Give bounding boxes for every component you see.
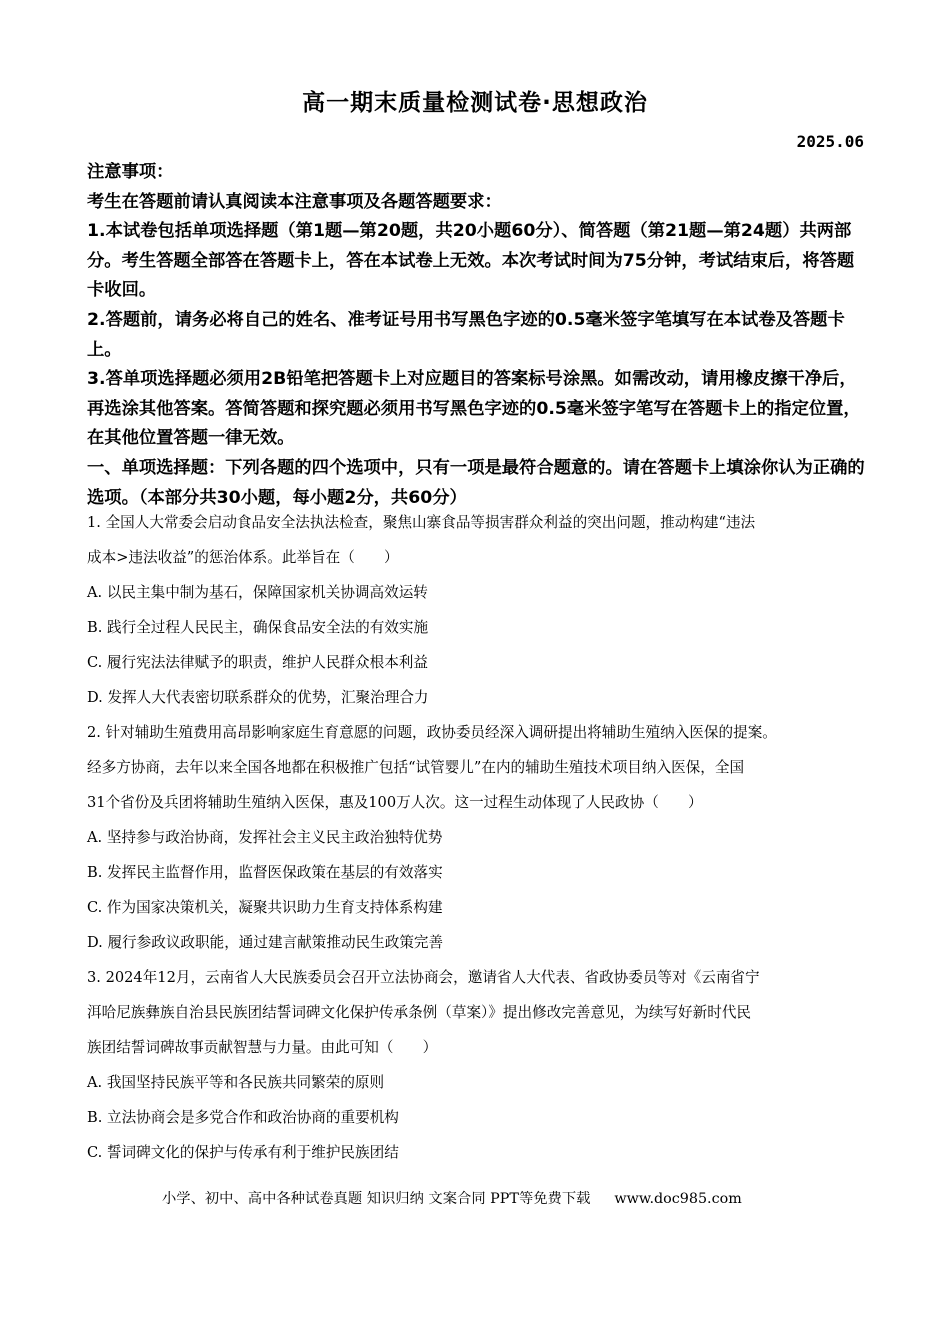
notes-item-1: 1.本试卷包括单项选择题（第1题—第20题，共20小题60分）、简答题（第21题—第24题）共两部分。考生答题全部答在答题卡上，答在本试卷上无效。本次考试时间为75分钟，考试结束后，将答题卡收回。 — [87, 221, 855, 301]
option-a: A. 以民主集中制为基石，保障国家机关协调高效运转 — [87, 584, 428, 601]
question-stem-line: 2. 针对辅助生殖费用高昂影响家庭生育意愿的问题，政协委员经深入调研提出将辅助生殖纳入医保的提案。 — [87, 724, 777, 741]
question-stem-line: 族团结誓词碑故事贡献智慧与力量。由此可知（ ） — [87, 1039, 438, 1056]
notes-item-2: 2.答题前，请务必将自己的姓名、准考证号用书写黑色字迹的0.5毫米签字笔填写在本试卷及答题卡上。 — [87, 309, 845, 360]
notes-intro: 考生在答题前请认真阅读本注意事项及各题答题要求： — [87, 191, 502, 212]
footer-site-link[interactable]: www.doc985.com — [614, 1191, 742, 1207]
notes-item-3: 3.答单项选择题必须用2B铅笔把答题卡上对应题目的答案标号涂黑。如需改动，请用橡皮擦干净后，再选涂其他答案。答简答题和探究题必须用书写黑色字迹的0.5毫米签字笔写在答题卡上的指定位置，在其他位置答题一律无效。 — [87, 369, 861, 449]
footer-text: 小学、初中、高中各种试卷真题 知识归纳 文案合同 PPT等免费下载 — [162, 1191, 591, 1207]
page-footer — [162, 1188, 742, 1208]
notes-heading: 注意事项： — [87, 162, 174, 182]
question-stem-line: 经多方协商，去年以来全国各地都在积极推广包括“试管婴儿”在内的辅助生殖技术项目纳入医保，全国 — [87, 759, 745, 776]
option-c: C. 誓词碑文化的保护与传承有利于维护民族团结 — [87, 1144, 399, 1161]
question-2 — [87, 715, 872, 960]
question-stem-line: 31个省份及兵团将辅助生殖纳入医保，惠及100万人次。这一过程生动体现了人民政协（ ） — [87, 794, 703, 811]
question-stem-line: 1. 全国人大常委会启动食品安全法执法检查，聚焦山寨食品等损害群众利益的突出问题，推动构建“违法 — [87, 514, 756, 531]
option-a: A. 坚持参与政治协商，发挥社会主义民主政治独特优势 — [87, 829, 443, 846]
question-list — [87, 505, 872, 1170]
question-1 — [87, 505, 872, 715]
page-title: 高一期末质量检测试卷·思想政治 — [302, 90, 648, 116]
exam-date: 2025.06 — [796, 132, 864, 151]
option-d: D. 发挥人大代表密切联系群众的优势，汇聚治理合力 — [87, 689, 429, 706]
question-3 — [87, 960, 872, 1170]
option-b: B. 立法协商会是多党合作和政治协商的重要机构 — [87, 1109, 399, 1126]
instructions-block — [87, 158, 865, 513]
option-b: B. 践行全过程人民民主，确保食品安全法的有效实施 — [87, 619, 429, 636]
option-b: B. 发挥民主监督作用，监督医保政策在基层的有效落实 — [87, 864, 443, 881]
question-stem-line: 洱哈尼族彝族自治县民族团结誓词碑文化保护传承条例（草案）》提出修改完善意见，为续写好新时代民 — [87, 1004, 752, 1021]
option-c: C. 履行宪法法律赋予的职责，维护人民群众根本利益 — [87, 654, 428, 671]
option-c: C. 作为国家决策机关，凝聚共识助力生育支持体系构建 — [87, 899, 443, 916]
question-stem-line: 3. 2024年12月，云南省人大民族委员会召开立法协商会，邀请省人大代表、省政协委员等对《云南省宁 — [87, 969, 760, 986]
option-d: D. 履行参政议政职能，通过建言献策推动民生政策完善 — [87, 934, 444, 951]
section-heading-single-choice: 一、单项选择题：下列各题的四个选项中，只有一项是最符合题意的。请在答题卡上填涂你认为正确的选项。（本部分共30小题，每小题2分，共60分） — [87, 457, 865, 508]
option-a: A. 我国坚持民族平等和各民族共同繁荣的原则 — [87, 1074, 385, 1091]
question-stem-line: 成本>违法收益”的惩治体系。此举旨在（ ） — [87, 549, 399, 566]
